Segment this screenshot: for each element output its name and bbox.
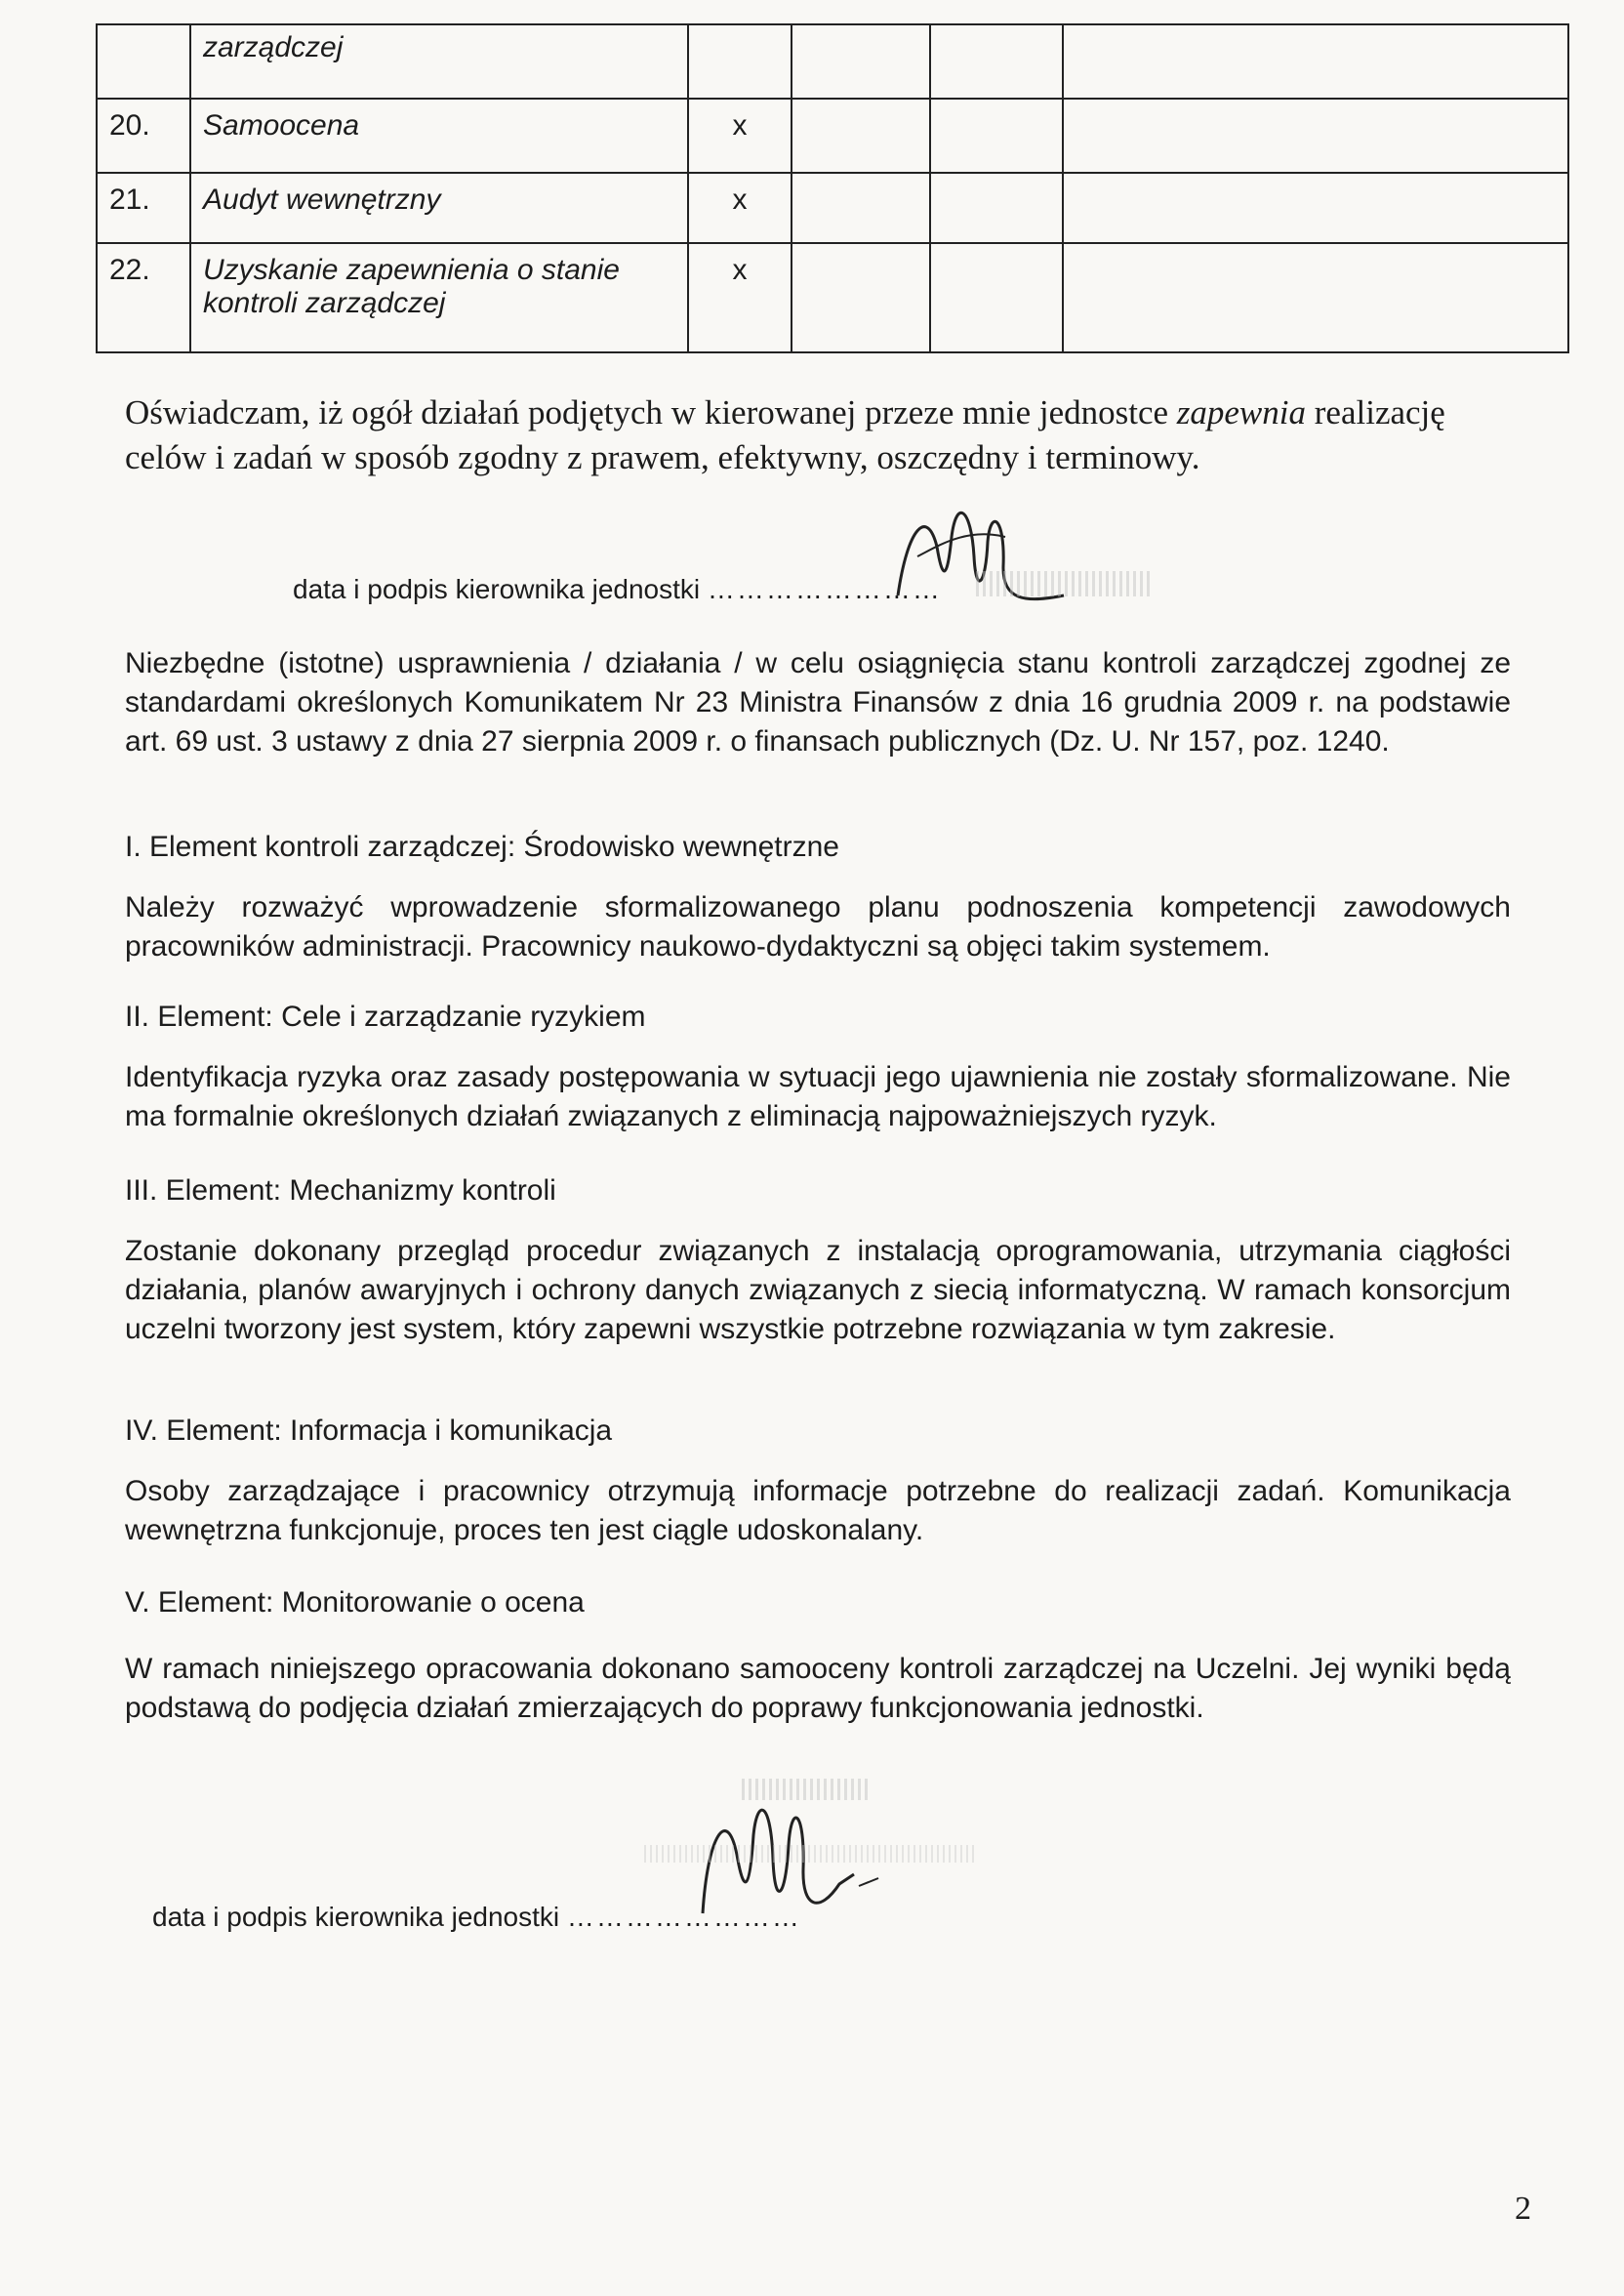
row-number: 20. (97, 99, 190, 173)
empty-cell (792, 99, 930, 173)
empty-cell (1063, 24, 1568, 99)
row-item: Audyt wewnętrzny (190, 173, 688, 243)
row-mark: x (688, 173, 792, 243)
section-3-text: Zostanie dokonany przegląd procedur związanych z instalacją oprogramowania, utrzymania ciągłości działania, planów awaryjnych i ochrony danych związanych z siecią informatyczną. W ramach konsorcjum uczelni tworzony jest system, który zapewni wszystkie potrzebne rozwiązania w tym zakresie. (125, 1235, 1511, 1345)
row-mark: x (688, 99, 792, 173)
section-4-text: Osoby zarządzające i pracownicy otrzymują informacje potrzebne do realizacji zadań. Komunikacja wewnętrzna funkcjonuje, proces ten jest ciągle udoskonalany. (125, 1475, 1511, 1546)
page-number: 2 (1515, 2191, 1531, 2227)
table-row (97, 99, 1568, 173)
row-item: Samoocena (190, 99, 688, 173)
section-1-text: Należy rozważyć wprowadzenie sformalizowanego planu podnoszenia kompetencji zawodowych pracowników administracji. Pracownicy naukowo-dydaktyczni są objęci takim systemem. (125, 891, 1511, 963)
control-table (96, 23, 1569, 353)
signature-dots: …………………… (707, 574, 942, 604)
section-5-heading: V. Element: Monitorowanie o ocena (125, 1586, 585, 1619)
row-mark (688, 24, 792, 99)
table-row (97, 173, 1568, 243)
signature-line (293, 574, 942, 605)
empty-cell (930, 173, 1063, 243)
stamp-mark (742, 1779, 869, 1800)
declaration-emphasis: zapewnia (1176, 393, 1307, 431)
signature-dots: …………………… (566, 1902, 801, 1932)
empty-cell (930, 99, 1063, 173)
row-item: zarządczej (190, 24, 688, 99)
empty-cell (1063, 243, 1568, 352)
empty-cell (792, 173, 930, 243)
empty-cell (930, 243, 1063, 352)
row-number: 21. (97, 173, 190, 243)
improvements-intro: Niezbędne (istotne) usprawnienia / działania / w celu osiągnięcia stanu kontroli zarządczej zgodnej ze standardami określonych Komunikatem Nr 23 Ministra Finansów z dnia 16 grudnia 2009 r. na podstawie art. 69 ust. 3 ustawy z dnia 27 sierpnia 2009 r. o finansach publicznych (Dz. U. Nr 157, poz. 1240. (125, 647, 1511, 758)
table-row (97, 24, 1568, 99)
stamp-mark (644, 1845, 976, 1863)
section-4-heading: IV. Element: Informacja i komunikacja (125, 1414, 613, 1447)
declaration-text: Oświadczam, iż ogół działań podjętych w kierowanej przeze mnie jednostce zapewnia realizację celów i zadań w sposób zgodny z prawem, efektywny, oszczędny i terminowy. (125, 393, 1445, 476)
section-2-heading: II. Element: Cele i zarządzanie ryzykiem (125, 1001, 646, 1033)
section-3-heading: III. Element: Mechanizmy kontroli (125, 1174, 556, 1207)
empty-cell (1063, 99, 1568, 173)
section-1-heading: I. Element kontroli zarządczej: Środowisko wewnętrzne (125, 831, 839, 863)
empty-cell (792, 243, 930, 352)
empty-cell (930, 24, 1063, 99)
empty-cell (1063, 173, 1568, 243)
row-item: Uzyskanie zapewnienia o stanie kontroli zarządczej (190, 243, 688, 352)
section-2-text: Identyfikacja ryzyka oraz zasady postępowania w sytuacji jego ujawnienia nie zostały sformalizowane. Nie ma formalnie określonych działań związanych z eliminacją najpoważniejszych ryzyk. (125, 1061, 1511, 1132)
signature-label: data i podpis kierownika jednostki (152, 1902, 560, 1932)
signature-line (152, 1902, 801, 1933)
stamp-mark (976, 571, 1152, 596)
empty-cell (792, 24, 930, 99)
row-mark: x (688, 243, 792, 352)
table-row (97, 243, 1568, 352)
row-number (97, 24, 190, 99)
handwritten-signature (878, 488, 1074, 625)
section-5-text: W ramach niniejszego opracowania dokonano samooceny kontroli zarządczej na Uczelni. Jej wyniki będą podstawą do podjęcia działań zmierzających do poprawy funkcjonowania jednostki. (125, 1653, 1511, 1724)
row-number: 22. (97, 243, 190, 352)
signature-label: data i podpis kierownika jednostki (293, 574, 701, 604)
